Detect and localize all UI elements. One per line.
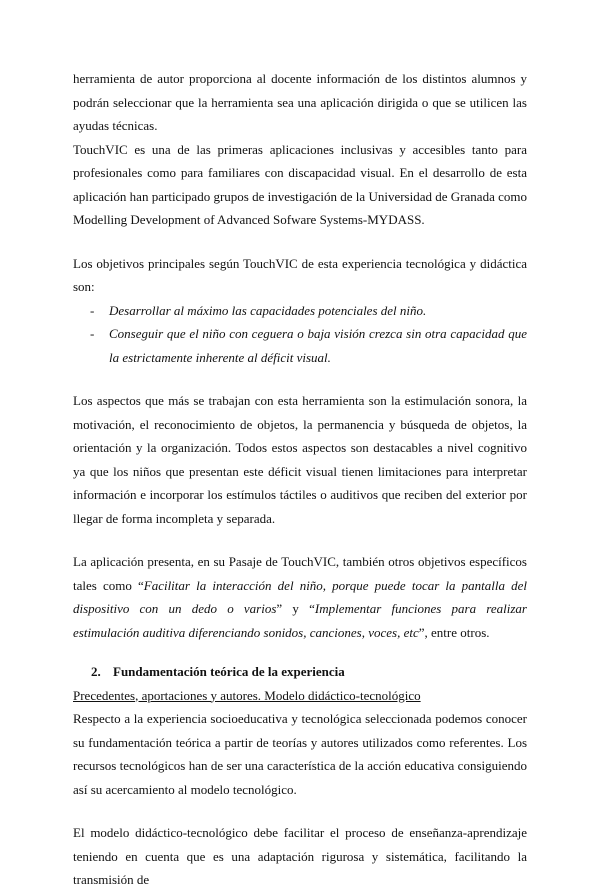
section-heading <box>73 660 527 684</box>
paragraph-model: El modelo didáctico-tecnológico debe facilitar el proceso de enseñanza-aprendizaje teniendo en cuenta que es una adaptación rigurosa y sistemática, facilitando la transmisión de <box>73 825 527 887</box>
objective-item: - Desarrollar al máximo las capacidades potenciales del niño. <box>73 299 527 323</box>
paragraph-specific-objectives: La aplicación presenta, en su Pasaje de TouchVIC, también otros objetivos específicos tales como “Facilitar la interacción del niño, porque puede tocar la pantalla del dispositivo con un dedo o varios” y “Implementar funciones para realizar estimulación auditiva diferenciando sonidos, canciones, voces, etc”, entre otros. <box>73 554 527 640</box>
page-content <box>73 67 527 892</box>
paragraph-tool-intro: herramienta de autor proporciona al docente información de los distintos alumnos y podrán seleccionar que la herramienta sea una aplicación dirigida o que se utilicen las ayudas técnicas. <box>73 71 527 133</box>
quote-implement: Implementar funciones para realizar estimulación auditiva diferenciando sonidos, canciones, voces, etc <box>73 601 527 640</box>
quote-facilitate: Facilitar la interacción del niño, porque puede tocar la pantalla del dispositivo con un dedo o varios <box>73 577 527 616</box>
objectives-list <box>73 299 527 370</box>
subsection-heading: Precedentes, aportaciones y autores. Modelo didáctico-tecnológico <box>73 687 421 703</box>
section-number: 2. <box>91 664 101 679</box>
paragraph-aspects: Los aspectos que más se trabajan con esta herramienta son la estimulación sonora, la motivación, el reconocimiento de objetos, la permanencia y búsqueda de objetos, la orientación y la organización. Todos estos aspectos son destacables a nivel cognitivo ya que los niños que presentan este déficit visual tienen limitaciones para interpretar información e incorporar los estímulos táctiles o auditivos que reciben del exterior por llegar de forma incompleta y separada. <box>73 393 527 526</box>
paragraph-foundation: Respecto a la experiencia socioeducativa y tecnológica seleccionada podemos conocer su fundamentación teórica a partir de teorías y autores utilizados como referentes. Los recursos tecnológicos han de ser una característica de la acción educativa consiguiendo así su acercamiento al modelo tecnológico. <box>73 711 527 797</box>
objective-item: - Conseguir que el niño con ceguera o baja visión crezca sin otra capacidad que la estrictamente inherente al déficit visual. <box>73 322 527 369</box>
objectives-intro: Los objetivos principales según TouchVIC de esta experiencia tecnológica y didáctica son: <box>73 255 527 294</box>
section-title: Fundamentación teórica de la experiencia <box>113 664 345 679</box>
paragraph-touchvic: TouchVIC es una de las primeras aplicaciones inclusivas y accesibles tanto para profesionales como para familiares con discapacidad visual. En el desarrollo de esta aplicación han participado grupos de investigación de la Universidad de Granada como Modelling Development of Advanced Sofware Systems-MYDASS. <box>73 141 527 227</box>
